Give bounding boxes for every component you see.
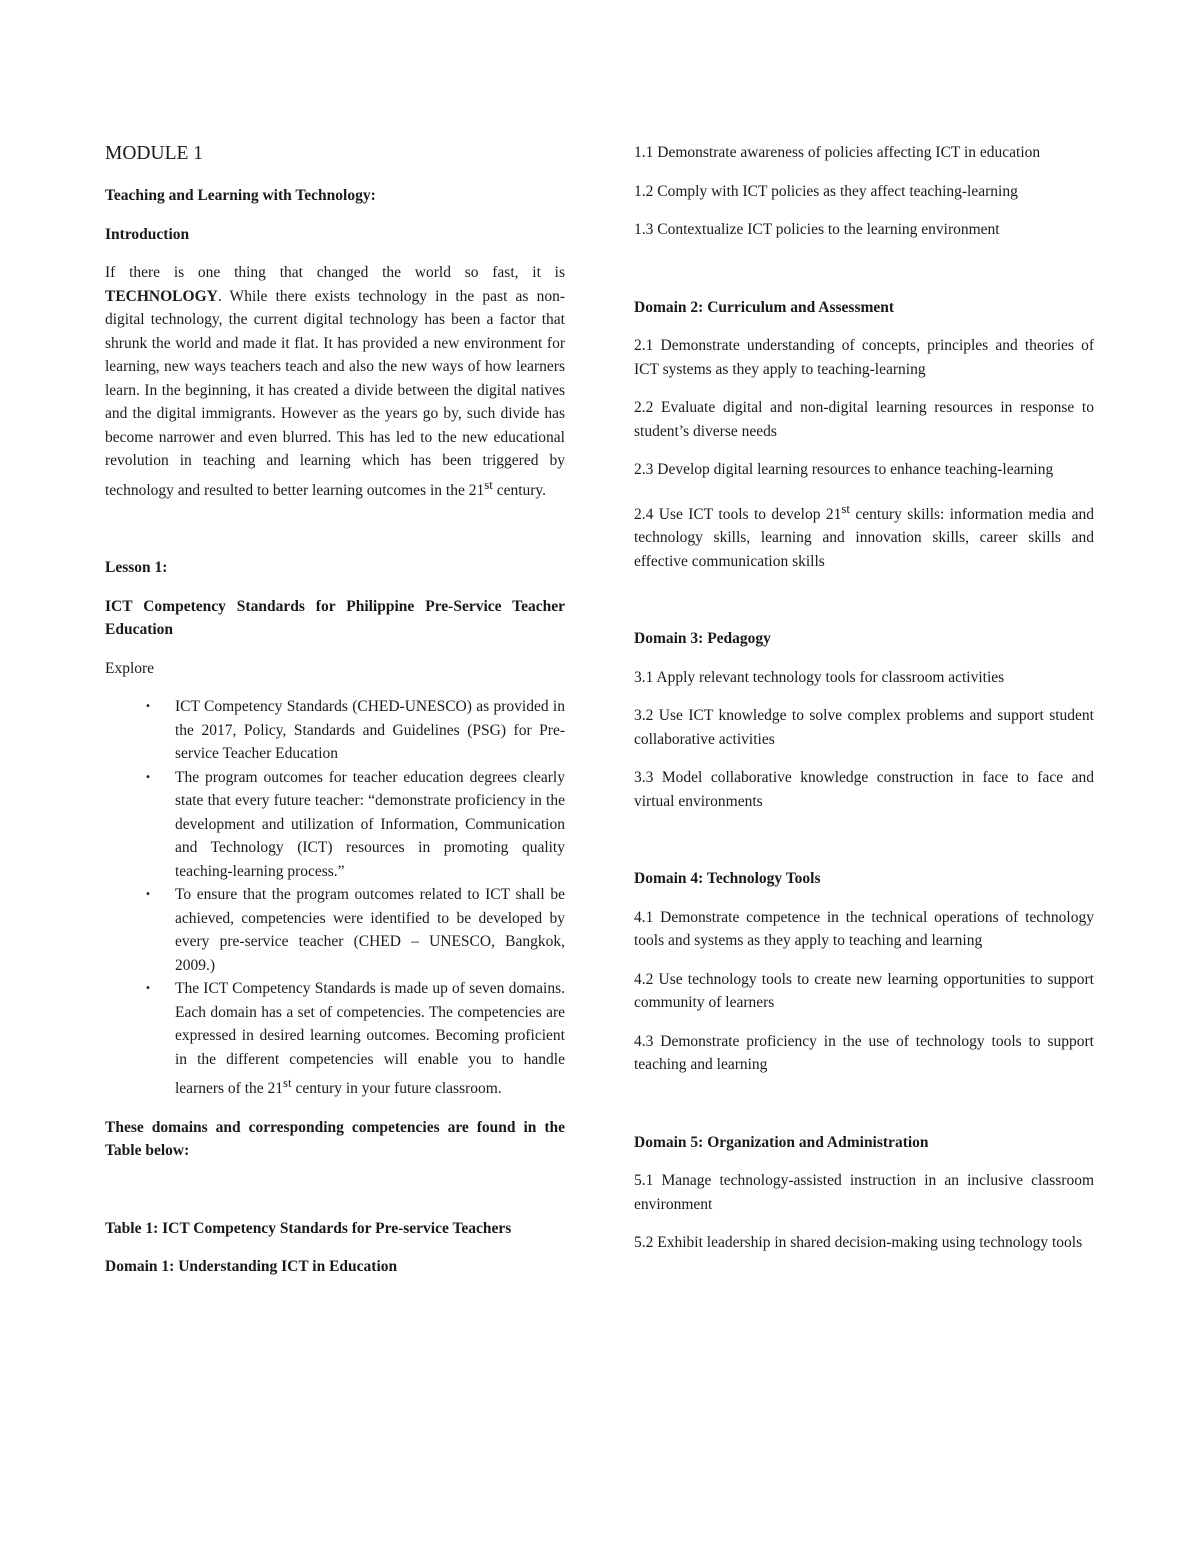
right-column	[634, 141, 1094, 1270]
domain-4-heading: Domain 4: Technology Tools	[634, 870, 821, 888]
competency-5-2: 5.2 Exhibit leadership in shared decision-making using technology tools	[634, 1234, 1083, 1252]
spacer	[105, 1178, 565, 1217]
bullet-superscript: st	[283, 1075, 292, 1091]
bullet-icon: •	[145, 701, 151, 713]
module-title: MODULE 1	[105, 143, 204, 164]
table-title: Table 1: ICT Competency Standards for Pre-service Teachers	[105, 1219, 512, 1237]
competency-1-2: 1.2 Comply with ICT policies as they affect teaching-learning	[634, 182, 1018, 200]
module-subtitle: Teaching and Learning with Technology:	[105, 187, 376, 204]
bullet-text: The program outcomes for teacher education degrees clearly state that every future teacher: “demonstrate proficiency in the development and utilization of Information, Communication and Technology (ICT) resources in promoting quality teaching-learning process.”	[175, 768, 565, 880]
competency-2-4-start: 2.4 Use ICT tools to develop 21	[634, 505, 842, 523]
list-item	[145, 977, 565, 1101]
bullet-text-end: century in your future classroom.	[291, 1080, 502, 1098]
bullet-icon: •	[145, 983, 151, 995]
spacer	[634, 1092, 1094, 1131]
bullet-text: The ICT Competency Standards is made up of seven domains. Each domain has a set of competencies. The competencies are expressed in desired learning outcomes. Becoming proficient in the different competencies will enable you to handle learners of the 21	[175, 980, 565, 1098]
explore-bullet-list	[105, 695, 565, 1101]
list-item	[145, 766, 565, 884]
lesson-heading: Lesson 1:	[105, 559, 168, 577]
left-column	[105, 141, 565, 1294]
competency-1-1: 1.1 Demonstrate awareness of policies affecting ICT in education	[634, 144, 1041, 161]
competency-3-1: 3.1 Apply relevant technology tools for classroom activities	[634, 668, 1005, 686]
domain-1-heading: Domain 1: Understanding ICT in Education	[105, 1258, 398, 1276]
intro-emphasis: TECHNOLOGY	[105, 287, 218, 305]
domains-note: These domains and corresponding competencies are found in the Table below:	[105, 1118, 565, 1160]
domain-3-heading: Domain 3: Pedagogy	[634, 630, 771, 648]
competency-3-2: 3.2 Use ICT knowledge to solve complex problems and support student collaborative activities	[634, 707, 1094, 748]
spacer	[105, 517, 565, 556]
intro-paragraph	[105, 261, 565, 502]
competency-2-3: 2.3 Develop digital learning resources to enhance teaching-learning	[634, 461, 1054, 478]
competency-2-2: 2.2 Evaluate digital and non-digital learning resources in response to student’s diverse needs	[634, 399, 1094, 440]
bullet-icon: •	[145, 889, 151, 901]
spacer	[634, 257, 1094, 296]
bullet-icon: •	[145, 771, 151, 783]
competency-2-4-end: century skills: information media and technology skills, learning and innovation skills, career skills and effective communication skills	[634, 505, 1094, 570]
domain-2-heading: Domain 2: Curriculum and Assessment	[634, 298, 895, 316]
bullet-text: To ensure that the program outcomes related to ICT shall be achieved, competencies were identified to be developed by every pre-service teacher (CHED – UNESCO, Bangkok, 2009.)	[175, 886, 565, 974]
competency-2-1: 2.1 Demonstrate understanding of concepts, principles and theories of ICT systems as they apply to teaching-learning	[634, 337, 1094, 378]
explore-label: Explore	[105, 659, 155, 677]
competency-2-4	[634, 497, 1094, 574]
intro-superscript: st	[484, 476, 493, 492]
domain-5-heading: Domain 5: Organization and Administration	[634, 1133, 929, 1151]
competency-4-3: 4.3 Demonstrate proficiency in the use of technology tools to support teaching and learning	[634, 1032, 1094, 1074]
bullet-text: ICT Competency Standards (CHED-UNESCO) as provided in the 2017, Policy, Standards and Guidelines (PSG) for Pre-service Teacher Education	[175, 698, 565, 763]
lesson-title: ICT Competency Standards for Philippine Pre-Service Teacher Education	[105, 597, 565, 639]
intro-text-body: . While there exists technology in the past as non-digital technology, the current digital technology has been a factor that shrunk the world and made it flat. It has provided a new environment for learning, new ways teachers teach and also the new ways of how learners learn. In the beginning, it has created a divide between the digital natives and the digital immigrants. However as the years go by, such divide has become narrower and even blurred. This has led to the new educational revolution in teaching and learning which has been triggered by technology and resulted to better learning outcomes in the 21	[105, 287, 565, 499]
intro-text-start: If there is one thing that changed the world so fast, it is	[105, 264, 565, 281]
intro-heading: Introduction	[105, 225, 190, 243]
list-item	[145, 695, 565, 766]
competency-4-1: 4.1 Demonstrate competence in the technical operations of technology tools and systems as they apply to teaching and learning	[634, 908, 1094, 950]
spacer	[634, 828, 1094, 867]
competency-4-2: 4.2 Use technology tools to create new learning opportunities to support community of learners	[634, 970, 1094, 1012]
competency-1-3: 1.3 Contextualize ICT policies to the learning environment	[634, 221, 1000, 238]
competency-2-4-superscript: st	[841, 500, 850, 516]
intro-text-end: century.	[492, 481, 547, 499]
competency-5-1: 5.1 Manage technology-assisted instruction in an inclusive classroom environment	[634, 1172, 1094, 1213]
list-item	[145, 883, 565, 977]
competency-3-3: 3.3 Model collaborative knowledge construction in face to face and virtual environments	[634, 769, 1094, 810]
spacer	[634, 588, 1094, 627]
